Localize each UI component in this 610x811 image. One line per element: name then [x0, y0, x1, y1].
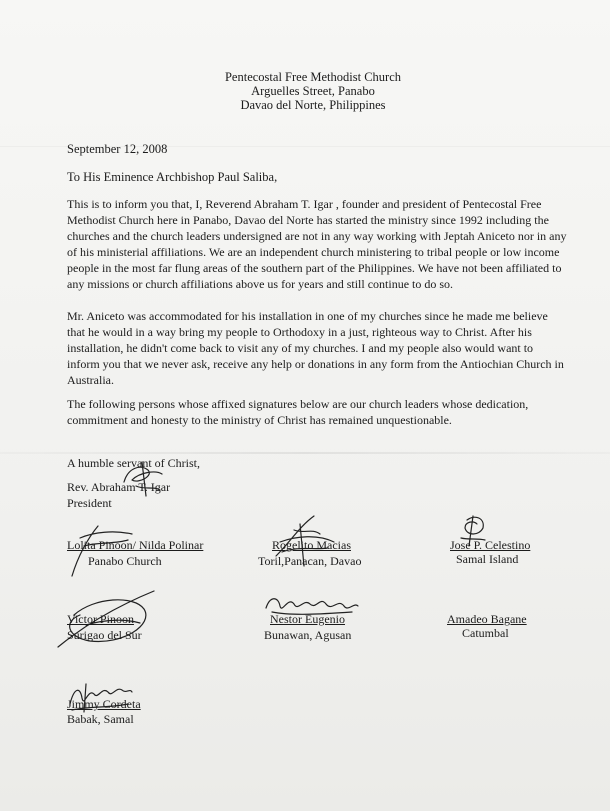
signatory-place-5: Bunawan, Agusan: [264, 628, 352, 642]
signatory-place-6: Catumbal: [462, 626, 509, 640]
paragraph-1: This is to inform you that, I, Reverend Abraham T. Igar , founder and president of Pentecostal Free Methodist Church here in Panabo, Davao del Norte has started the ministry since 1992 including the churches and the church leaders undersigned are not in any way working with Jeptah Aniceto nor in any of his ministerial affiliations. We are an independent church ministering to tribal people or low income people in the most far flung areas of the southern part of the Philippines. We have not been affiliated to any missions or church affiliations above us for years and still continue to do so.: [67, 197, 567, 291]
letterhead-region: Davao del Norte, Philippines: [240, 98, 386, 112]
closing-title: President: [67, 496, 112, 510]
paragraph-2: Mr. Aniceto was accommodated for his installation in one of my churches since he made me believe that he would in a way bring my people to Orthodoxy in a just, righteous way to Christ. After his installation, he didn't come back to visit any of my churches. I and my people also would want to inform you that we never ask, receive any help or donations in any form from the Antiochian Church in Australia.: [67, 309, 564, 387]
letterhead: [0, 70, 610, 112]
signatory-place-1: Panabo Church: [88, 554, 162, 568]
signatory-name-3: Jose P. Celestino: [450, 538, 531, 552]
signatory-place-4: Surigao del Sur: [67, 628, 142, 642]
closing-name: Rev. Abraham T. Igar: [67, 480, 171, 494]
letter-date: September 12, 2008: [67, 142, 168, 156]
letterhead-church: Pentecostal Free Methodist Church: [224, 70, 401, 84]
signatory-name-4: Victor Pinoon: [67, 612, 134, 626]
signatory-name-7: Jimmy Cordeta: [67, 697, 141, 711]
letterhead-street: Arguelles Street, Panabo: [251, 84, 375, 98]
signatory-place-7: Babak, Samal: [67, 712, 134, 726]
closing-line: A humble servant of Christ,: [67, 456, 200, 470]
signatory-place-3: Samal Island: [456, 552, 519, 566]
paragraph-3: The following persons whose affixed signatures below are our church leaders whose dedication, commitment and honesty to the ministry of Christ has remained unquestionable.: [67, 397, 529, 427]
signatory-place-2: Toril,Panacan, Davao: [258, 554, 362, 568]
signatory-name-5: Nestor Eugenio: [270, 612, 345, 626]
paper-fold: [0, 452, 610, 454]
salutation: To His Eminence Archbishop Paul Saliba,: [67, 170, 278, 184]
signatory-name-6: Amadeo Bagane: [447, 612, 527, 626]
signatory-name-2: Rogelito Macias: [272, 538, 351, 552]
signatory-name-1: Lolita Pinoon/ Nilda Polinar: [67, 538, 204, 552]
signature-igar: [118, 460, 168, 500]
